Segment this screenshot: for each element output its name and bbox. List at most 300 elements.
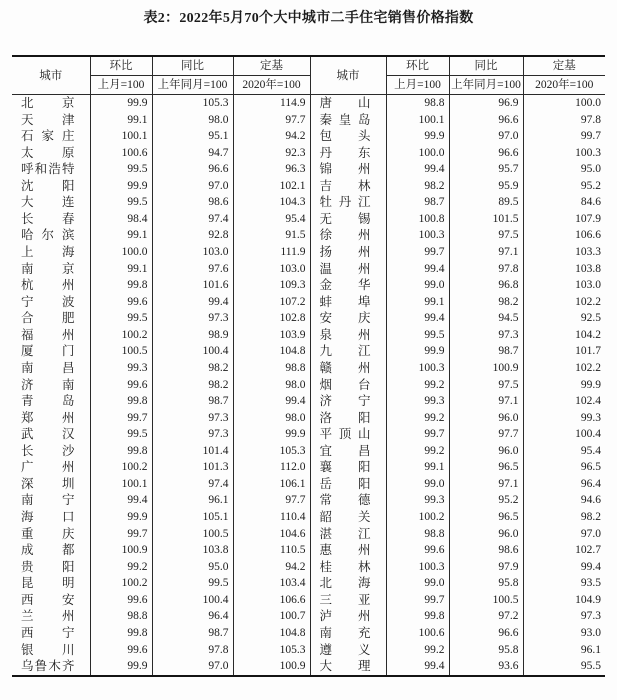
yoy-value: 97.8 <box>449 261 523 278</box>
city-name <box>12 194 90 211</box>
yoy-value: 96.4 <box>152 608 233 625</box>
yoy-value: 96.6 <box>449 625 523 642</box>
city-name <box>310 261 386 278</box>
city-name <box>12 343 90 360</box>
city-name <box>12 509 90 526</box>
city-name-text: 天 津 <box>21 112 75 127</box>
city-name-text: 呼 和 浩 特 <box>21 162 75 177</box>
city-name <box>12 128 90 145</box>
mom-value: 100.6 <box>386 625 449 642</box>
table-row <box>12 476 605 493</box>
fixed-value: 95.4 <box>523 443 605 460</box>
city-name <box>12 542 90 559</box>
city-name-text: 赣 州 <box>319 360 371 375</box>
city-name-text: 岳 阳 <box>319 476 371 491</box>
yoy-value: 95.2 <box>449 492 523 509</box>
fixed-value: 97.8 <box>523 112 605 129</box>
fixed-value: 106.6 <box>523 227 605 244</box>
city-name-text: 桂 林 <box>319 559 371 574</box>
yoy-value: 98.6 <box>152 194 233 211</box>
table-row <box>12 658 605 676</box>
city-name <box>12 211 90 228</box>
fixed-value: 99.4 <box>233 393 310 410</box>
fixed-value: 100.0 <box>523 95 605 112</box>
yoy-value: 97.3 <box>449 327 523 344</box>
city-name-text: 惠 州 <box>319 543 371 558</box>
mom-value: 99.9 <box>90 178 152 195</box>
mom-value: 99.2 <box>90 559 152 576</box>
fixed-value: 92.3 <box>233 145 310 162</box>
table-row <box>12 343 605 360</box>
table-row <box>12 244 605 261</box>
city-name-text: 襄 阳 <box>319 460 371 475</box>
city-name-text: 宁 波 <box>21 294 75 309</box>
mom-value: 99.4 <box>386 161 449 178</box>
city-name-text: 青 岛 <box>21 394 75 409</box>
mom-value: 99.6 <box>386 542 449 559</box>
yoy-value: 98.2 <box>449 294 523 311</box>
city-name-text: 扬 州 <box>319 245 371 260</box>
city-name-text: 遵 义 <box>319 642 371 657</box>
mom-value: 99.7 <box>90 526 152 543</box>
table-title: 表2：2022年5月70个大中城市二手住宅销售价格指数 <box>143 11 474 26</box>
mom-value: 99.4 <box>386 658 449 676</box>
city-name <box>12 360 90 377</box>
city-name <box>310 277 386 294</box>
city-name <box>310 426 386 443</box>
fixed-value: 100.7 <box>233 608 310 625</box>
city-name-text: 韶 关 <box>319 510 371 525</box>
city-name <box>310 128 386 145</box>
mom-value: 99.8 <box>386 608 449 625</box>
fixed-value: 103.8 <box>523 261 605 278</box>
fixed-value: 104.6 <box>233 526 310 543</box>
table-row <box>12 178 605 195</box>
city-name-text: 长 春 <box>21 211 75 226</box>
yoy-value: 96.9 <box>449 95 523 112</box>
city-name <box>12 459 90 476</box>
city-name-text: 上 海 <box>21 245 75 260</box>
yoy-value: 97.5 <box>449 227 523 244</box>
fixed-value: 96.1 <box>523 642 605 659</box>
city-name <box>12 592 90 609</box>
fixed-value: 102.8 <box>233 310 310 327</box>
table-row <box>12 526 605 543</box>
city-name <box>310 526 386 543</box>
yoy-value: 93.6 <box>449 658 523 676</box>
table-row <box>12 261 605 278</box>
yoy-value: 100.4 <box>152 592 233 609</box>
city-name-text: 常 德 <box>319 493 371 508</box>
city-name-text: 福 州 <box>21 327 75 342</box>
fixed-value: 99.4 <box>523 559 605 576</box>
fixed-value: 104.9 <box>523 592 605 609</box>
city-name <box>310 178 386 195</box>
city-name <box>310 443 386 460</box>
yoy-value: 96.1 <box>152 492 233 509</box>
city-name-text: 济 宁 <box>319 394 371 409</box>
mom-value: 99.2 <box>386 377 449 394</box>
mom-value: 99.3 <box>386 492 449 509</box>
city-name-text: 厦 门 <box>21 344 75 359</box>
table-row <box>12 294 605 311</box>
mom-value: 99.1 <box>386 459 449 476</box>
yoy-value: 98.6 <box>449 542 523 559</box>
fixed-value: 100.4 <box>523 426 605 443</box>
city-name <box>12 608 90 625</box>
yoy-value: 97.1 <box>449 244 523 261</box>
city-name-text: 无 锡 <box>319 211 371 226</box>
city-name-text: 杭 州 <box>21 278 75 293</box>
city-name-text: 湛 江 <box>319 526 371 541</box>
table-row <box>12 128 605 145</box>
city-name <box>12 178 90 195</box>
fixed-value: 111.9 <box>233 244 310 261</box>
fixed-value: 95.0 <box>523 161 605 178</box>
city-name <box>310 393 386 410</box>
yoy-value: 103.8 <box>152 542 233 559</box>
header-yoy-left: 同比 <box>152 56 233 76</box>
city-name <box>310 592 386 609</box>
city-name <box>310 194 386 211</box>
yoy-value: 96.6 <box>152 161 233 178</box>
city-name-text: 沈 阳 <box>21 178 75 193</box>
city-name-text: 长 沙 <box>21 443 75 458</box>
fixed-value: 103.3 <box>523 244 605 261</box>
header-row-main <box>12 56 605 76</box>
yoy-value: 95.1 <box>152 128 233 145</box>
fixed-value: 114.9 <box>233 95 310 112</box>
yoy-value: 97.0 <box>152 178 233 195</box>
table-row <box>12 327 605 344</box>
fixed-value: 99.7 <box>523 128 605 145</box>
city-name-text: 石 家 庄 <box>21 129 75 144</box>
city-name <box>12 443 90 460</box>
mom-value: 99.1 <box>90 261 152 278</box>
yoy-value: 97.1 <box>449 476 523 493</box>
city-name <box>12 377 90 394</box>
mom-value: 99.9 <box>386 128 449 145</box>
city-name-text: 泉 州 <box>319 327 371 342</box>
city-name <box>12 310 90 327</box>
mom-value: 99.5 <box>386 327 449 344</box>
mom-value: 99.2 <box>386 642 449 659</box>
table-row <box>12 642 605 659</box>
header-city-left: 城市 <box>39 69 63 82</box>
yoy-value: 97.4 <box>152 211 233 228</box>
mom-value: 99.1 <box>386 294 449 311</box>
fixed-value: 112.0 <box>233 459 310 476</box>
table-row <box>12 227 605 244</box>
mom-value: 100.2 <box>90 575 152 592</box>
mom-value: 99.9 <box>90 95 152 112</box>
mom-value: 100.9 <box>90 542 152 559</box>
city-name <box>12 244 90 261</box>
mom-value: 99.6 <box>90 642 152 659</box>
city-name <box>12 393 90 410</box>
mom-value: 99.2 <box>386 443 449 460</box>
city-name-text: 大 连 <box>21 195 75 210</box>
header-mom-left: 环比 <box>90 56 152 76</box>
mom-value: 100.0 <box>386 145 449 162</box>
city-name-text: 贵 阳 <box>21 559 75 574</box>
mom-value: 99.9 <box>386 343 449 360</box>
city-name <box>310 161 386 178</box>
table-row <box>12 277 605 294</box>
city-name <box>12 426 90 443</box>
header-yoy-right: 同比 <box>449 56 523 76</box>
yoy-value: 98.7 <box>152 625 233 642</box>
mom-value: 100.5 <box>90 343 152 360</box>
city-name-text: 牡 丹 江 <box>319 195 371 210</box>
yoy-value: 97.6 <box>152 261 233 278</box>
city-name <box>310 211 386 228</box>
fixed-value: 104.3 <box>233 194 310 211</box>
table-row <box>12 145 605 162</box>
yoy-value: 100.9 <box>449 360 523 377</box>
mom-value: 100.3 <box>386 227 449 244</box>
table-row <box>12 112 605 129</box>
city-name <box>310 294 386 311</box>
city-name <box>12 492 90 509</box>
table-row <box>12 559 605 576</box>
header-mom-base-left: 上月=100 <box>90 76 152 95</box>
mom-value: 99.0 <box>386 277 449 294</box>
city-name <box>310 112 386 129</box>
fixed-value: 102.4 <box>523 393 605 410</box>
city-name-text: 大 理 <box>319 659 371 674</box>
table-row <box>12 459 605 476</box>
city-name <box>12 145 90 162</box>
city-name <box>310 310 386 327</box>
city-name-text: 深 圳 <box>21 476 75 491</box>
city-name-text: 宜 昌 <box>319 443 371 458</box>
city-name <box>310 509 386 526</box>
city-name <box>12 658 90 676</box>
header-fixed-base-left: 2020年=100 <box>233 76 310 95</box>
city-name-text: 北 海 <box>319 576 371 591</box>
header-yoy-base-right: 上年同月=100 <box>449 76 523 95</box>
fixed-value: 104.8 <box>233 343 310 360</box>
yoy-value: 95.7 <box>449 161 523 178</box>
city-name <box>310 95 386 112</box>
city-name <box>12 642 90 659</box>
fixed-value: 102.2 <box>523 294 605 311</box>
city-name-text: 平 顶 山 <box>319 427 371 442</box>
mom-value: 99.8 <box>90 277 152 294</box>
city-name <box>12 526 90 543</box>
city-name-text: 三 亚 <box>319 592 371 607</box>
city-name-text: 北 京 <box>21 96 75 110</box>
yoy-value: 96.0 <box>449 443 523 460</box>
mom-value: 99.6 <box>90 294 152 311</box>
city-name-text: 郑 州 <box>21 410 75 425</box>
city-name-text: 合 肥 <box>21 311 75 326</box>
mom-value: 100.2 <box>90 459 152 476</box>
table-header <box>12 56 605 95</box>
yoy-value: 98.2 <box>152 377 233 394</box>
table-row <box>12 310 605 327</box>
fixed-value: 101.7 <box>523 343 605 360</box>
city-name-text: 锦 州 <box>319 162 371 177</box>
fixed-value: 110.5 <box>233 542 310 559</box>
fixed-value: 92.5 <box>523 310 605 327</box>
fixed-value: 94.6 <box>523 492 605 509</box>
yoy-value: 98.7 <box>449 343 523 360</box>
mom-value: 99.5 <box>90 194 152 211</box>
yoy-value: 98.0 <box>152 112 233 129</box>
city-name-text: 徐 州 <box>319 228 371 243</box>
yoy-value: 97.0 <box>449 128 523 145</box>
yoy-value: 98.2 <box>152 360 233 377</box>
yoy-value: 101.5 <box>449 211 523 228</box>
table-row <box>12 443 605 460</box>
city-name <box>310 542 386 559</box>
city-name-text: 洛 阳 <box>319 410 371 425</box>
yoy-value: 97.9 <box>449 559 523 576</box>
yoy-value: 105.3 <box>152 95 233 112</box>
table-row <box>12 377 605 394</box>
yoy-value: 96.5 <box>449 459 523 476</box>
city-name <box>310 227 386 244</box>
table-row <box>12 161 605 178</box>
header-mom-right: 环比 <box>386 56 449 76</box>
city-name <box>12 575 90 592</box>
table-row <box>12 393 605 410</box>
fixed-value: 102.1 <box>233 178 310 195</box>
mom-value: 99.3 <box>90 360 152 377</box>
table-row <box>12 410 605 427</box>
yoy-value: 99.4 <box>152 294 233 311</box>
mom-value: 100.2 <box>90 327 152 344</box>
city-name-text: 包 头 <box>319 129 371 144</box>
fixed-value: 96.4 <box>523 476 605 493</box>
mom-value: 99.9 <box>90 658 152 676</box>
fixed-value: 100.9 <box>233 658 310 676</box>
fixed-value: 107.2 <box>233 294 310 311</box>
city-name-text: 蚌 埠 <box>319 294 371 309</box>
mom-value: 98.7 <box>386 194 449 211</box>
city-name <box>310 327 386 344</box>
city-name <box>12 410 90 427</box>
table-row <box>12 492 605 509</box>
yoy-value: 98.7 <box>152 393 233 410</box>
yoy-value: 89.5 <box>449 194 523 211</box>
city-name <box>310 575 386 592</box>
yoy-value: 100.5 <box>449 592 523 609</box>
city-name <box>310 145 386 162</box>
city-name <box>310 658 386 676</box>
city-name <box>12 277 90 294</box>
yoy-value: 94.5 <box>449 310 523 327</box>
yoy-value: 97.4 <box>152 476 233 493</box>
mom-value: 100.8 <box>386 211 449 228</box>
city-name <box>12 625 90 642</box>
city-name-text: 安 庆 <box>319 311 371 326</box>
yoy-value: 95.0 <box>152 559 233 576</box>
yoy-value: 101.6 <box>152 277 233 294</box>
mom-value: 98.4 <box>90 211 152 228</box>
city-name <box>310 377 386 394</box>
city-name <box>310 559 386 576</box>
mom-value: 99.8 <box>90 625 152 642</box>
yoy-value: 97.3 <box>152 310 233 327</box>
table-row <box>12 542 605 559</box>
fixed-value: 93.5 <box>523 575 605 592</box>
fixed-value: 93.0 <box>523 625 605 642</box>
city-name <box>12 227 90 244</box>
header-yoy-base-left: 上年同月=100 <box>152 76 233 95</box>
mom-value: 99.5 <box>90 161 152 178</box>
city-name-text: 银 川 <box>21 642 75 657</box>
fixed-value: 103.9 <box>233 327 310 344</box>
city-name-text: 烟 台 <box>319 377 371 392</box>
table-row <box>12 194 605 211</box>
fixed-value: 102.2 <box>523 360 605 377</box>
fixed-value: 99.9 <box>523 377 605 394</box>
table-row <box>12 95 605 112</box>
city-name <box>12 294 90 311</box>
yoy-value: 97.2 <box>449 608 523 625</box>
fixed-value: 97.7 <box>233 492 310 509</box>
city-name-text: 吉 林 <box>319 178 371 193</box>
mom-value: 99.8 <box>90 393 152 410</box>
city-name <box>12 476 90 493</box>
city-name-text: 昆 明 <box>21 576 75 591</box>
yoy-value: 95.9 <box>449 178 523 195</box>
yoy-value: 101.3 <box>152 459 233 476</box>
fixed-value: 100.3 <box>523 145 605 162</box>
city-name-text: 西 安 <box>21 592 75 607</box>
table-row <box>12 360 605 377</box>
mom-value: 99.3 <box>386 393 449 410</box>
fixed-value: 94.2 <box>233 559 310 576</box>
fixed-value: 84.6 <box>523 194 605 211</box>
yoy-value: 101.4 <box>152 443 233 460</box>
city-name-text: 哈 尔 滨 <box>21 228 75 243</box>
table-row <box>12 426 605 443</box>
yoy-value: 103.0 <box>152 244 233 261</box>
yoy-value: 94.7 <box>152 145 233 162</box>
header-fixed-base-right: 2020年=100 <box>523 76 605 95</box>
yoy-value: 96.0 <box>449 410 523 427</box>
mom-value: 99.0 <box>386 476 449 493</box>
mom-value: 100.1 <box>90 476 152 493</box>
fixed-value: 95.2 <box>523 178 605 195</box>
mom-value: 99.4 <box>386 261 449 278</box>
mom-value: 99.5 <box>90 426 152 443</box>
yoy-value: 97.3 <box>152 410 233 427</box>
mom-value: 99.7 <box>386 244 449 261</box>
table-row <box>12 575 605 592</box>
city-name <box>12 112 90 129</box>
mom-value: 100.1 <box>90 128 152 145</box>
mom-value: 99.2 <box>386 410 449 427</box>
city-name <box>310 625 386 642</box>
table-row <box>12 509 605 526</box>
city-name <box>12 261 90 278</box>
mom-value: 99.0 <box>386 575 449 592</box>
fixed-value: 107.9 <box>523 211 605 228</box>
mom-value: 98.2 <box>386 178 449 195</box>
city-name <box>12 95 90 112</box>
mom-value: 99.4 <box>90 492 152 509</box>
city-name-text: 西 宁 <box>21 625 75 640</box>
city-name-text: 南 京 <box>21 261 75 276</box>
city-name <box>12 327 90 344</box>
table-row <box>12 625 605 642</box>
city-name <box>310 476 386 493</box>
